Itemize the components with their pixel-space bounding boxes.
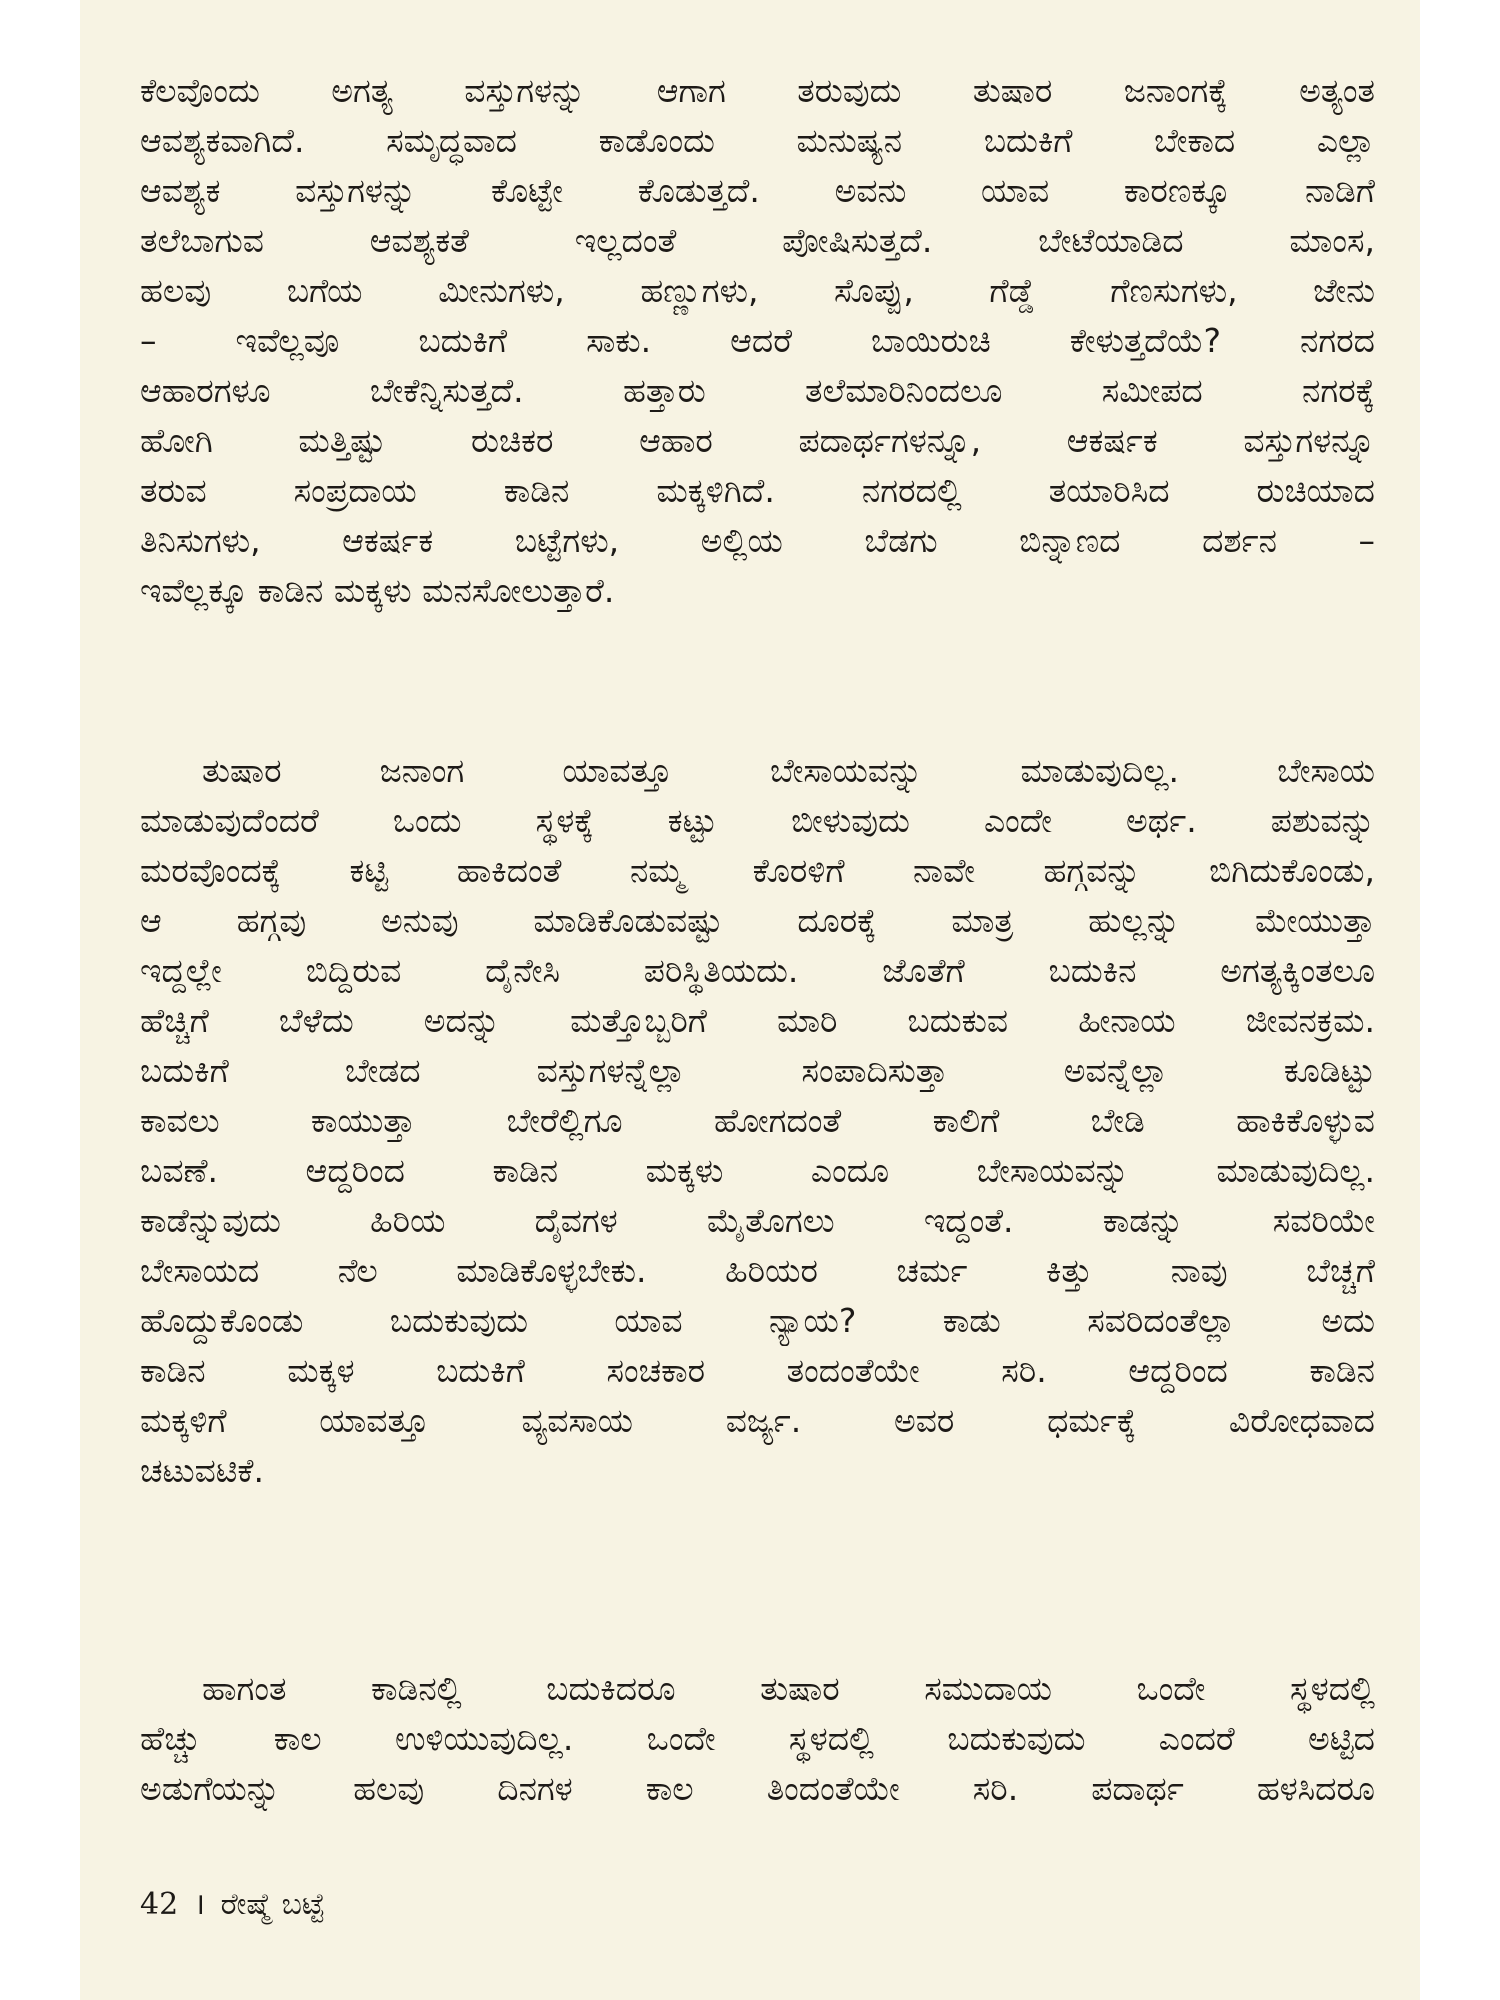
- paragraph-1: [140, 66, 1375, 616]
- text-line: ತಿನಿಸುಗಳು, ಆಕರ್ಷಕ ಬಟ್ಟೆಗಳು, ಅಲ್ಲಿಯ ಬೆಡಗು ಬಿನ್ನಾಣದ ದರ್ಶನ –: [140, 521, 1375, 560]
- text-line: ಹಲವು ಬಗೆಯ ಮೀನುಗಳು, ಹಣ್ಣುಗಳು, ಸೊಪ್ಪು, ಗೆಡ್ಡೆ ಗೆಣಸುಗಳು, ಜೇನು: [140, 271, 1375, 310]
- paragraph-2: [140, 746, 1375, 1496]
- book-page: [80, 0, 1420, 2000]
- text-line: ಇವೆಲ್ಲಕ್ಕೂ ಕಾಡಿನ ಮಕ್ಕಳು ಮನಸೋಲುತ್ತಾರೆ.: [140, 571, 615, 610]
- text-line: ಆವಶ್ಯಕ ವಸ್ತುಗಳನ್ನು ಕೊಟ್ಟೇ ಕೊಡುತ್ತದೆ. ಅವನು ಯಾವ ಕಾರಣಕ್ಕೂ ನಾಡಿಗೆ: [140, 171, 1375, 210]
- text-line: ಆವಶ್ಯಕವಾಗಿದೆ. ಸಮೃದ್ಧವಾದ ಕಾಡೊಂದು ಮನುಷ್ಯನ ಬದುಕಿಗೆ ಬೇಕಾದ ಎಲ್ಲಾ: [140, 121, 1375, 160]
- text-line: ಹಾಗಂತ ಕಾಡಿನಲ್ಲಿ ಬದುಕಿದರೂ ತುಷಾರ ಸಮುದಾಯ ಒಂದೇ ಸ್ಥಳದಲ್ಲಿ: [202, 1669, 1375, 1708]
- text-line: ತರುವ ಸಂಪ್ರದಾಯ ಕಾಡಿನ ಮಕ್ಕಳಿಗಿದೆ. ನಗರದಲ್ಲಿ ತಯಾರಿಸಿದ ರುಚಿಯಾದ: [140, 471, 1375, 510]
- text-line: ಕಾವಲು ಕಾಯುತ್ತಾ ಬೇರೆಲ್ಲಿಗೂ ಹೋಗದಂತೆ ಕಾಲಿಗೆ ಬೇಡಿ ಹಾಕಿಕೊಳ್ಳುವ: [140, 1101, 1375, 1140]
- text-line: ಹೆಚ್ಚು ಕಾಲ ಉಳಿಯುವುದಿಲ್ಲ. ಒಂದೇ ಸ್ಥಳದಲ್ಲಿ ಬದುಕುವುದು ಎಂದರೆ ಅಟ್ಟಿದ: [140, 1719, 1375, 1758]
- text-line: ಬೇಸಾಯದ ನೆಲ ಮಾಡಿಕೊಳ್ಳಬೇಕು. ಹಿರಿಯರ ಚರ್ಮ ಕಿತ್ತು ನಾವು ಬೆಚ್ಚಗೆ: [140, 1251, 1375, 1290]
- text-line: ಮರವೊಂದಕ್ಕೆ ಕಟ್ಟಿ ಹಾಕಿದಂತೆ ನಮ್ಮ ಕೊರಳಿಗೆ ನಾವೇ ಹಗ್ಗವನ್ನು ಬಿಗಿದುಕೊಂಡು,: [140, 851, 1375, 890]
- text-line: ಇದ್ದಲ್ಲೇ ಬಿದ್ದಿರುವ ದೈನೇಸಿ ಪರಿಸ್ಥಿತಿಯದು. ಜೊತೆಗೆ ಬದುಕಿನ ಅಗತ್ಯಕ್ಕಿಂತಲೂ: [140, 951, 1375, 990]
- footer-separator: ।: [193, 1887, 206, 1922]
- book-title: ರೇಷ್ಮೆ ಬಟ್ಟೆ: [220, 1887, 325, 1922]
- text-line: ತಲೆಬಾಗುವ ಆವಶ್ಯಕತೆ ಇಲ್ಲದಂತೆ ಪೋಷಿಸುತ್ತದೆ. ಬೇಟೆಯಾಡಿದ ಮಾಂಸ,: [140, 221, 1375, 260]
- text-line: ಅಡುಗೆಯನ್ನು ಹಲವು ದಿನಗಳ ಕಾಲ ತಿಂದಂತೆಯೇ ಸರಿ. ಪದಾರ್ಥ ಹಳಸಿದರೂ: [140, 1769, 1375, 1808]
- text-line: ಬವಣೆ. ಆದ್ದರಿಂದ ಕಾಡಿನ ಮಕ್ಕಳು ಎಂದೂ ಬೇಸಾಯವನ್ನು ಮಾಡುವುದಿಲ್ಲ.: [140, 1151, 1375, 1190]
- text-line: ಮಕ್ಕಳಿಗೆ ಯಾವತ್ತೂ ವ್ಯವಸಾಯ ವರ್ಜ್ಯ. ಅವರ ಧರ್ಮಕ್ಕೆ ವಿರೋಧವಾದ: [140, 1401, 1375, 1440]
- text-line: ತುಷಾರ ಜನಾಂಗ ಯಾವತ್ತೂ ಬೇಸಾಯವನ್ನು ಮಾಡುವುದಿಲ್ಲ. ಬೇಸಾಯ: [202, 751, 1375, 790]
- page-footer: [140, 1882, 325, 1923]
- text-line: – ಇವೆಲ್ಲವೂ ಬದುಕಿಗೆ ಸಾಕು. ಆದರೆ ಬಾಯಿರುಚಿ ಕೇಳುತ್ತದೆಯೆ? ನಗರದ: [140, 321, 1375, 360]
- text-line: ಹೊದ್ದುಕೊಂಡು ಬದುಕುವುದು ಯಾವ ನ್ಯಾಯ? ಕಾಡು ಸವರಿದಂತೆಲ್ಲಾ ಅದು: [140, 1301, 1375, 1340]
- page-number: 42: [140, 1887, 179, 1922]
- text-line: ಹೋಗಿ ಮತ್ತಿಷ್ಟು ರುಚಿಕರ ಆಹಾರ ಪದಾರ್ಥಗಳನ್ನೂ, ಆಕರ್ಷಕ ವಸ್ತುಗಳನ್ನೂ: [140, 421, 1375, 460]
- text-line: ಆ ಹಗ್ಗವು ಅನುವು ಮಾಡಿಕೊಡುವಷ್ಟು ದೂರಕ್ಕೆ ಮಾತ್ರ ಹುಲ್ಲನ್ನು ಮೇಯುತ್ತಾ: [140, 901, 1375, 940]
- text-line: ಕಾಡಿನ ಮಕ್ಕಳ ಬದುಕಿಗೆ ಸಂಚಕಾರ ತಂದಂತೆಯೇ ಸರಿ. ಆದ್ದರಿಂದ ಕಾಡಿನ: [140, 1351, 1375, 1390]
- text-line: ಕಾಡೆನ್ನುವುದು ಹಿರಿಯ ದೈವಗಳ ಮೈತೊಗಲು ಇದ್ದಂತೆ. ಕಾಡನ್ನು ಸವರಿಯೇ: [140, 1201, 1375, 1240]
- paragraph-3: [140, 1664, 1375, 1814]
- text-line: ಆಹಾರಗಳೂ ಬೇಕೆನ್ನಿಸುತ್ತದೆ. ಹತ್ತಾರು ತಲೆಮಾರಿನಿಂದಲೂ ಸಮೀಪದ ನಗರಕ್ಕೆ: [140, 371, 1375, 410]
- text-line: ಚಟುವಟಿಕೆ.: [140, 1451, 264, 1490]
- text-line: ಹೆಚ್ಚಿಗೆ ಬೆಳೆದು ಅದನ್ನು ಮತ್ತೊಬ್ಬರಿಗೆ ಮಾರಿ ಬದುಕುವ ಹೀನಾಯ ಜೀವನಕ್ರಮ.: [140, 1001, 1375, 1040]
- text-line: ಕೆಲವೊಂದು ಅಗತ್ಯ ವಸ್ತುಗಳನ್ನು ಆಗಾಗ ತರುವುದು ತುಷಾರ ಜನಾಂಗಕ್ಕೆ ಅತ್ಯಂತ: [140, 71, 1375, 110]
- text-line: ಮಾಡುವುದೆಂದರೆ ಒಂದು ಸ್ಥಳಕ್ಕೆ ಕಟ್ಟು ಬೀಳುವುದು ಎಂದೇ ಅರ್ಥ. ಪಶುವನ್ನು: [140, 801, 1375, 840]
- text-line: ಬದುಕಿಗೆ ಬೇಡದ ವಸ್ತುಗಳನ್ನೆಲ್ಲಾ ಸಂಪಾದಿಸುತ್ತಾ ಅವನ್ನೆಲ್ಲಾ ಕೂಡಿಟ್ಟು: [140, 1051, 1375, 1090]
